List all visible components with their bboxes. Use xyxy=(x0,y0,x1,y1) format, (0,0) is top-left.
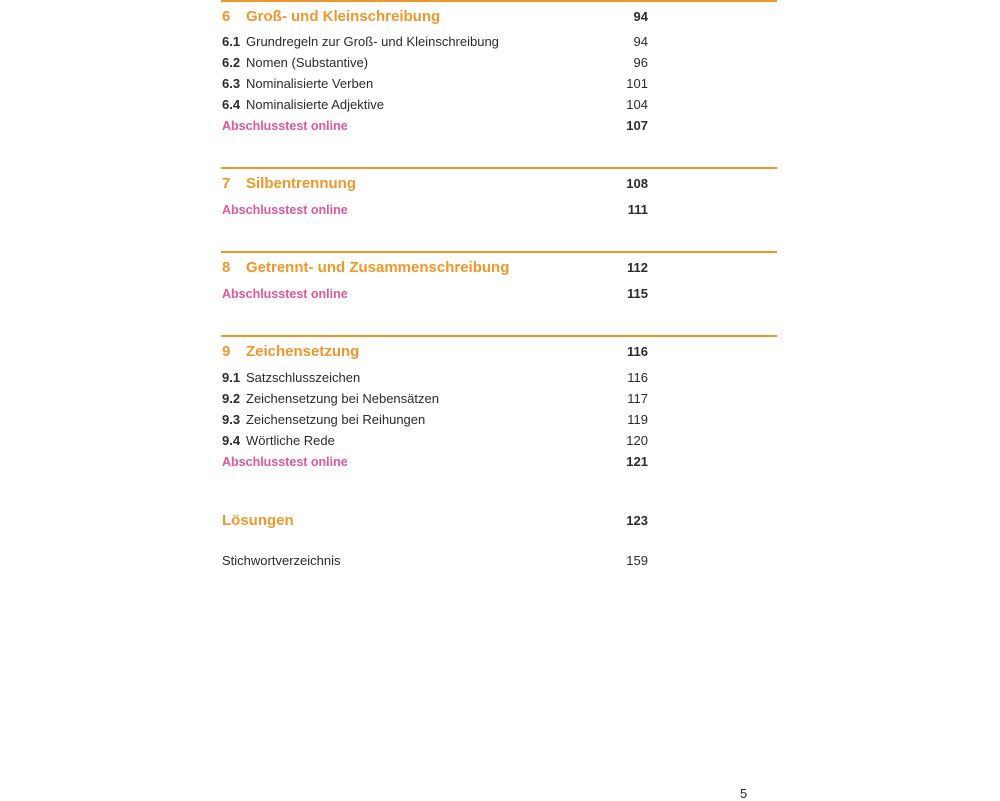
entry-title: Zeichensetzung bei Reihungen xyxy=(246,412,426,427)
chapter-page: 112 xyxy=(627,260,648,275)
toc-chapter-9[interactable] xyxy=(222,343,648,360)
entry-page: 116 xyxy=(627,370,648,385)
section-8-rule xyxy=(221,251,777,253)
section-7-rule xyxy=(221,167,777,169)
toc-entry-6-4[interactable] xyxy=(222,97,648,112)
chapter-number: 6 xyxy=(222,8,231,25)
entry-title: Satzschlusszeichen xyxy=(246,370,361,385)
chapter-title: Groß- und Kleinschreibung xyxy=(246,8,441,25)
chapter-number: 7 xyxy=(222,175,231,192)
test-page: 121 xyxy=(626,454,648,469)
toc-entry-6-1[interactable] xyxy=(222,34,648,49)
entry-page: 104 xyxy=(626,97,648,112)
toc-entry-6-2[interactable] xyxy=(222,55,648,70)
entry-title: Wörtliche Rede xyxy=(246,433,335,448)
entry-number: 6.3 xyxy=(222,76,241,91)
entry-page: 101 xyxy=(626,76,648,91)
chapter-title: Silbentrennung xyxy=(246,175,356,192)
toc-chapter-8[interactable] xyxy=(222,259,648,276)
entry-number: 9.2 xyxy=(222,391,241,406)
index-page: 159 xyxy=(626,553,648,568)
test-label: Abschlusstest online xyxy=(222,287,348,301)
entry-title: Nomen (Substantive) xyxy=(246,55,369,70)
entry-number: 9.4 xyxy=(222,433,241,448)
entry-number: 9.3 xyxy=(222,412,241,427)
test-page: 111 xyxy=(627,202,648,217)
toc-test-7[interactable] xyxy=(222,202,648,217)
test-label: Abschlusstest online xyxy=(222,119,348,133)
test-page: 107 xyxy=(626,118,648,133)
toc-solutions[interactable] xyxy=(222,512,648,529)
chapter-title: Getrennt- und Zusammenschreibung xyxy=(246,259,510,276)
entry-page: 119 xyxy=(627,412,648,427)
toc-test-9[interactable] xyxy=(222,454,648,469)
entry-page: 94 xyxy=(633,34,648,49)
toc-entry-9-4[interactable] xyxy=(222,433,648,448)
entry-number: 6.2 xyxy=(222,55,241,70)
toc-entry-6-3[interactable] xyxy=(222,76,648,91)
entry-page: 117 xyxy=(627,391,648,406)
chapter-title: Zeichensetzung xyxy=(246,343,360,360)
index-title: Stichwortverzeichnis xyxy=(222,553,341,568)
toc-test-8[interactable] xyxy=(222,286,648,301)
toc-chapter-7[interactable] xyxy=(222,175,648,192)
test-label: Abschlusstest online xyxy=(222,203,348,217)
toc-index[interactable] xyxy=(222,553,648,568)
entry-number: 9.1 xyxy=(222,370,241,385)
toc-entry-9-3[interactable] xyxy=(222,412,648,427)
entry-title: Zeichensetzung bei Nebensätzen xyxy=(246,391,439,406)
solutions-page: 123 xyxy=(626,513,648,528)
entry-title: Grundregeln zur Groß- und Kleinschreibung xyxy=(246,34,499,49)
toc-test-6[interactable] xyxy=(222,118,648,133)
chapter-number: 9 xyxy=(222,343,231,360)
entry-title: Nominalisierte Adjektive xyxy=(246,97,385,112)
toc-entry-9-2[interactable] xyxy=(222,391,648,406)
section-9-rule xyxy=(221,335,777,337)
toc-entry-9-1[interactable] xyxy=(222,370,648,385)
entry-title: Nominalisierte Verben xyxy=(246,76,374,91)
entry-number: 6.4 xyxy=(222,97,241,112)
toc-chapter-6[interactable] xyxy=(222,8,648,25)
test-label: Abschlusstest online xyxy=(222,455,348,469)
chapter-number: 8 xyxy=(222,259,231,276)
test-page: 115 xyxy=(627,286,648,301)
entry-page: 120 xyxy=(626,433,648,448)
section-6-rule xyxy=(221,0,777,2)
chapter-page: 116 xyxy=(627,344,648,359)
entry-page: 96 xyxy=(633,55,648,70)
chapter-page: 94 xyxy=(633,9,648,24)
solutions-title: Lösungen xyxy=(222,512,294,529)
chapter-page: 108 xyxy=(626,176,648,191)
page-number: 5 xyxy=(740,786,748,801)
entry-number: 6.1 xyxy=(222,34,241,49)
